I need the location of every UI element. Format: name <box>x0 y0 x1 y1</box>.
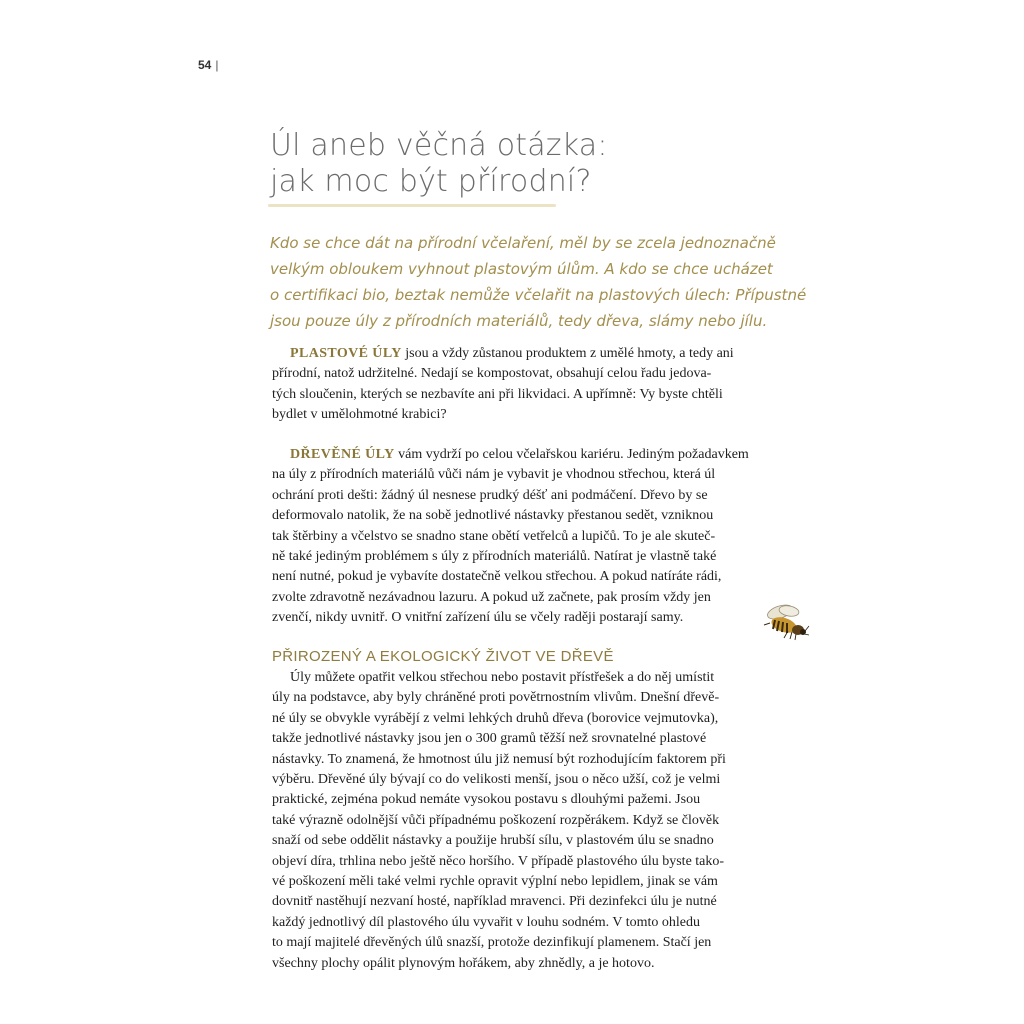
paragraph-line <box>272 344 792 364</box>
paragraph-plastic-hives <box>272 344 792 426</box>
paragraph-line: není nutné, pokud je vybavíte dostatečně velkou střechou. A pokud natíráte rádi, <box>272 569 722 585</box>
bee-icon <box>762 604 810 642</box>
page-number-value: 54 <box>198 58 212 72</box>
paragraph-line: takže jednotlivé nástavky jsou jen o 300 gramů těžší než srovnatelné plastové <box>272 731 707 747</box>
paragraph-line: úly na podstavce, aby byly chráněné proti povětrnostním vlivům. Dnešní dřevě- <box>272 690 720 706</box>
paragraph-line: Úly můžete opatřit velkou střechou nebo postavit přístřešek a do něj umístit <box>290 670 715 685</box>
paragraph-line-rest: vám vydrží po celou včelařskou kariéru. Jediným požadavkem <box>394 447 749 462</box>
paragraph-line: vé poškození měli také velmi rychle opravit výplní nebo lepidlem, jinak se vám <box>272 874 718 890</box>
paragraph-line <box>272 445 792 465</box>
chapter-title-line-1: Úl aneb věčná otázka: <box>270 128 608 163</box>
paragraph-line: na úly z přírodních materiálů vůči nám je vybavit je vhodnou střechou, která úl <box>272 467 716 483</box>
chapter-title <box>270 128 690 200</box>
paragraph-line: ně také jediným problémem s úly z přírodních materiálů. Natírat je vlastně také <box>272 549 717 565</box>
term-plastic-hives: PLASTOVÉ ÚLY <box>290 346 402 361</box>
lead-line: Kdo se chce dát na přírodní včelaření, měl by se zcela jednoznačně <box>270 234 776 252</box>
paragraph-wooden-hives <box>272 445 792 629</box>
chapter-title-line-2: jak moc být přírodní? <box>270 164 592 199</box>
paragraph-line: ochrání proti dešti: žádný úl nesnese prudký déšť ani podmáčení. Dřevo by se <box>272 487 708 503</box>
paragraph-line: deformovalo natolik, že na sobě jednotlivé nástavky přestanou sedět, vzniknou <box>272 508 714 524</box>
term-wooden-hives: DŘEVĚNÉ ÚLY <box>290 447 395 462</box>
paragraph-line: objeví díra, trhlina nebo ještě něco horšího. V případě plastového úlu byste tako- <box>272 853 725 869</box>
paragraph-line: tak štěrbiny a včelstvo se snadno stane obětí vetřelců a lupičů. To je ale skuteč- <box>272 528 716 544</box>
paragraph-line: to mají majitelé dřevěných úlů snazší, protože dezinfikují plamenem. Stačí jen <box>272 935 712 951</box>
paragraph-line: tých sloučenin, kterých se nezbavíte ani při likvidaci. A upřímně: Vy byste chtěli <box>272 386 723 402</box>
paragraph-line: výběru. Dřevěné úly bývají co do velikosti menší, jsou o něco užší, což je velmi <box>272 772 721 788</box>
paragraph-line: každý jednotlivý díl plastového úlu vyvařit v louhu sodném. V tomto ohledu <box>272 914 700 930</box>
paragraph-line-rest: jsou a vždy zůstanou produktem z umělé hmoty, a tedy ani <box>401 346 734 361</box>
lead-line: velkým obloukem vyhnout plastovým úlům. A kdo se chce ucházet <box>270 260 773 278</box>
paragraph-line: né úly se obvykle vyrábějí z velmi lehkých druhů dřeva (borovice vejmutovka), <box>272 710 719 726</box>
paragraph-line: zvenčí, nikdy uvnitř. O vnitřní zařízení úlu se včely raději postarají samy. <box>272 610 684 626</box>
lead-line: jsou pouze úly z přírodních materiálů, tedy dřeva, slámy nebo jílu. <box>270 312 768 330</box>
lead-line: o certifikaci bio, beztak nemůže včelařit na plastových úlech: Přípustné <box>270 286 807 304</box>
section-heading: PŘIROZENÝ A EKOLOGICKÝ ŽIVOT VE DŘEVĚ <box>272 648 614 665</box>
paragraph-line: také výrazně odolnější vůči případnému poškození rozpěrákem. Když se člověk <box>272 812 720 828</box>
paragraph-line: nástavky. To znamená, že hmotnost úlu již nemusí být rozhodujícím faktorem při <box>272 751 726 767</box>
lead-paragraph <box>270 230 807 334</box>
page-number-separator: | <box>215 58 219 72</box>
paragraph-line: zvolte zdravotně nezávadnou lazuru. A pokud už začnete, pak prosím vždy jen <box>272 589 711 605</box>
paragraph-line: přírodní, natož udržitelné. Nedají se kompostovat, obsahují celou řadu jedova- <box>272 366 712 382</box>
paragraph-line: praktické, zejména pokud nemáte vysokou postavu s dlouhými pažemi. Jsou <box>272 792 701 808</box>
paragraph-line: snaží od sebe oddělit nástavky a použije hrubší sílu, v plastovém úlu se snadno <box>272 833 714 849</box>
title-underline <box>268 204 556 207</box>
paragraph-natural-life <box>272 668 792 974</box>
page-number <box>198 58 218 72</box>
paragraph-line: bydlet v umělohmotné krabici? <box>272 407 447 423</box>
paragraph-line: dovnitř nastěhují nezvaní hosté, například mravenci. Při dezinfekci úlu je nutné <box>272 894 717 910</box>
paragraph-line: všechny plochy opálit plynovým hořákem, aby zhnědly, a je hotovo. <box>272 955 655 971</box>
